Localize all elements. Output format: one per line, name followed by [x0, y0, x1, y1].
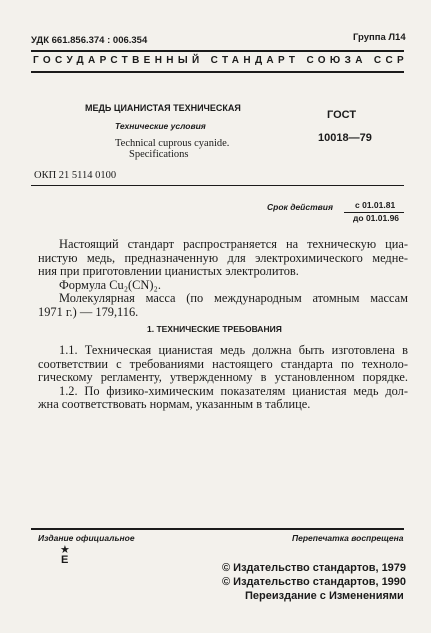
formula: Формула Cu₂(CN)₂.: [59, 277, 161, 292]
p1-line-2: соответствии с требованиями настоящего стандарта по техноло-: [38, 356, 408, 371]
validity-label: Срок действия: [267, 202, 333, 212]
p1-line-3: гическому регламенту, утвержденному в установленном порядке.: [38, 370, 408, 385]
intro-line-3: ния при приготовлении цианистых электролитов.: [38, 264, 299, 279]
intro-paragraph: [38, 238, 408, 320]
group-code: Группа Л14: [353, 32, 406, 43]
footer-rule: [31, 528, 404, 530]
p2-line-2: жна соответствовать нормам, указанным в таблице.: [38, 397, 311, 412]
intro-line-1: Настоящий стандарт распространяется на техническую циа-: [59, 237, 408, 251]
reprint-prohibited: Перепечатка воспрещена: [292, 533, 404, 543]
mass-line-1: Молекулярная масса (по международным атомным массам: [59, 291, 408, 306]
validity-from: с 01.01.81: [355, 200, 396, 210]
english-title-line2: Specifications: [129, 149, 189, 160]
okp-rule: [31, 185, 404, 186]
document-title: МЕДЬ ЦИАНИСТАЯ ТЕХНИЧЕСКАЯ: [85, 103, 241, 113]
header-rule-bottom: [31, 71, 404, 73]
okp-code: ОКП 21 5114 0100: [34, 170, 117, 181]
official-edition: Издание официальное: [38, 533, 135, 543]
e-mark: Е: [61, 554, 69, 566]
star-icon: ★: [60, 544, 70, 556]
document-subtitle: Технические условия: [115, 121, 206, 131]
p2-line-1: 1.2. По физико-химическим показателям цианистая медь дол-: [59, 383, 408, 398]
gost-number: 10018—79: [318, 132, 372, 144]
header-rule-top: [31, 50, 404, 52]
udc-code: УДК 661.856.374 : 006.354: [31, 35, 148, 46]
validity-to: до 01.01.96: [353, 213, 400, 223]
english-title-line1: Technical cuprous cyanide.: [115, 138, 230, 149]
reissue-note: Переиздание с Изменениями: [245, 590, 404, 602]
intro-line-2: нистую медь, предназначенную для электрохимического медне-: [38, 250, 408, 265]
p1-line-1: 1.1. Техническая цианистая медь должна быть изготовлена в: [59, 343, 408, 357]
standard-banner: ГОСУДАРСТВЕННЫЙ СТАНДАРТ СОЮЗА ССР: [33, 55, 409, 66]
gost-label: ГОСТ: [327, 109, 357, 121]
section-heading: 1. ТЕХНИЧЕСКИЕ ТРЕБОВАНИЯ: [147, 324, 282, 334]
copyright-1979: © Издательство стандартов, 1979: [222, 562, 407, 574]
section1-paragraphs: [38, 344, 408, 412]
copyright-1990: © Издательство стандартов, 1990: [222, 576, 407, 588]
mass-line-2: 1971 г.) — 179,116.: [38, 304, 139, 319]
